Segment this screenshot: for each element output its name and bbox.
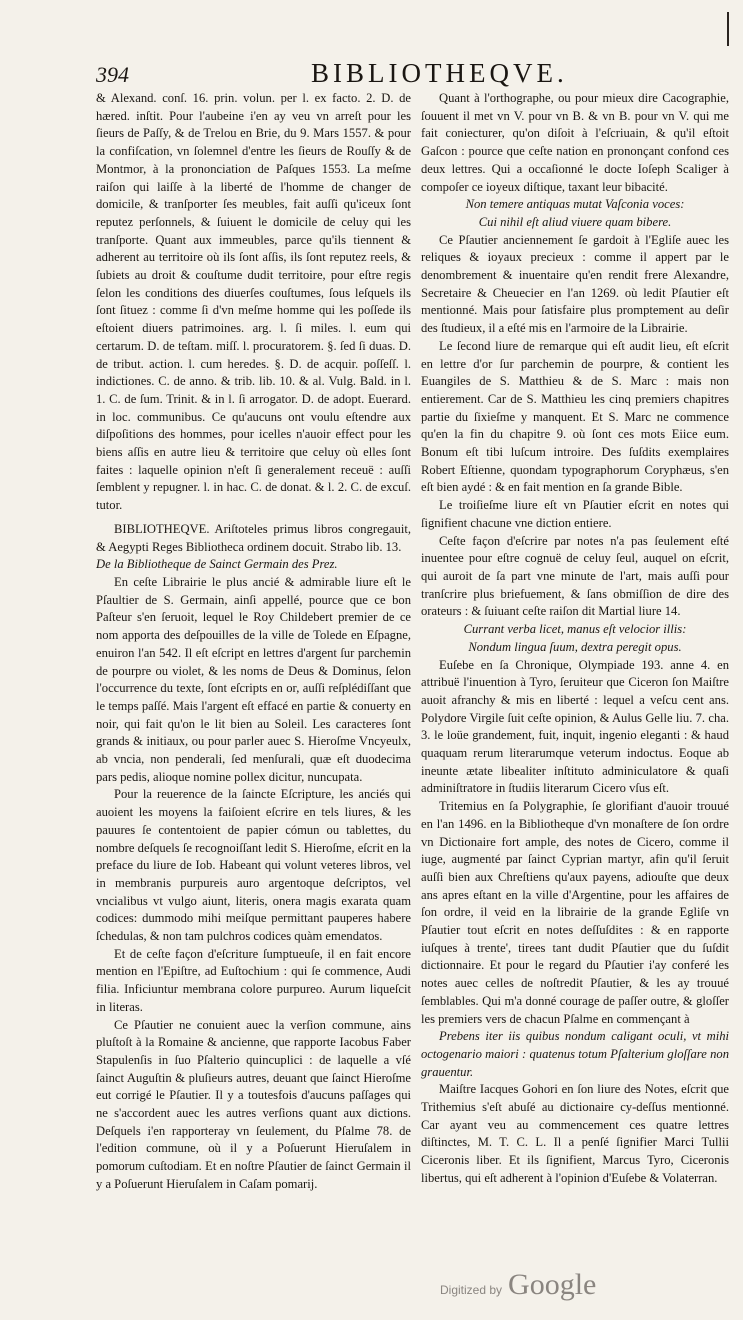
left-paragraph-2: BIBLIOTHEQVE. Ariſtoteles primus libros congregauit, & Aegypti Reges Bibliotheca ordinem docuit. Strabo lib. 13. bbox=[96, 521, 411, 554]
quoted-passage: Prebens iter iis quibus nondum caligant oculi, vt mihi octogenario maiori : quatenus totum Pſalterium gloſſare non grauentur. bbox=[421, 1029, 729, 1079]
verse-line: Cui nihil eſt aliud viuere quam bibere. bbox=[478, 214, 672, 229]
left-paragraph-4: Pour la reuerence de la ſaincte Eſcripture, les anciés qui auoient les moyens la faiſoient eſcrire en tels liures, & les pauures ſe contentoient de papier cómun ou tablettes, du nombre deſquels ſe recognoiſſant ledit S. Hieroſme, eſcrit en la preface du liure de Iob. Habeant qui volunt veteres libros, vel in membranis purpureis auro argentoque deſcriptos, vel vncialibus vt vulgo aiunt, literis, onera magis exarata quam codices: dummodo mihi meiſque permittant pauperes habere ſchedulas, & non tam pulchros codices quàm emendatos. bbox=[96, 787, 411, 944]
page-edge-mark bbox=[727, 12, 743, 46]
page-header bbox=[96, 58, 726, 92]
right-paragraph-1: Quant à l'orthographe, ou pour mieux dire Cacographie, ſouuent il met vn V. pour vn B. & vn B. pour vn V. qui me fait coniecturer, qu'on diſoit à l'eſcriuain, & qu'il eſtoit Gaſcon : pource que ceſte nation en prononçant confond ces deux lettres. Qui a occaſionné le docte Ioſeph Scaliger à compoſer ce ioyeux diſtique, taxant leur bibacité. bbox=[421, 91, 729, 194]
left-paragraph-5: Et de ceſte façon d'eſcriture ſumptueuſe, il en fait encore mention en l'Epiſtre, ad Euſtochium : qui ſe commence, Audi filia. Inficiuntur membrana colore purpureo. Aurum liqueſcit in literas. bbox=[96, 946, 411, 1014]
google-logo: Google bbox=[508, 1268, 597, 1301]
verse-line: Currant verba licet, manus eſt velocior illis: bbox=[463, 622, 687, 637]
right-paragraph-2: Ce Pſautier anciennement ſe gardoit à l'Egliſe auec les reliques & ioyaux precieux : comme il appert par le denombrement & inuentaire qu'en rendit frere Alexandre, Secretaire & Cheuecier en l'an 1269. où ledit Pſautier eſt mentionné. Mais pour ſatisfaire plus promptement au deſir des ſtudieux, il a eſté mis en l'armoire de la Librairie. bbox=[421, 232, 729, 336]
digitized-by-label: Digitized by bbox=[440, 1283, 503, 1297]
right-paragraph-7: Tritemius en ſa Polygraphie, ſe glorifiant d'auoir trouué en l'an 1496. en la Bibliotheque d'vn monaſtere de ſon ordre vn Dictionaire fort ample, des notes de Cicero, comme il iuge, augmenté par ſainct Cyprian martyr, afin qu'il ſeruit auſſi bien aux Chreſtiens qu'aux payens, adiouſte que deux ans apres eſtant en la ville d'Argentine, pour les affaires de ſon ordre, il veid en la librairie de la grande Egliſe vn Pſautier tout eſcrit en notes deſſuſdites : & en rapporte iuſques à trente', tirees tant dudit Pſautier que du ſuſdit dictionnaire. Et pour le regard du Pſautier i'ay conferé les notes auec celles de noſtredit Pſautier, & les ay trouué ſemblables. Qui m'a donné courage de paſſer outre, & gloſſer les premiers vers de chacun Pſalme en commençant à bbox=[421, 799, 729, 1026]
left-paragraph-1: & Alexand. conſ. 16. prin. volun. per l. ex facto. 2. D. de hæred. inſtit. Pour l'aubeine i'en ay veu vn arreſt pour les ſieurs de Paſſy, & de Trelou en Brie, du 9. Mars 1557. & pour la confiſcation, vn ſolemnel d'entre les ſieurs de Rouſſy & de Montmor, à la prononciation de Paſques 1553. La meſme raiſon qui laiſſe à la liberté de l'homme de changer de domicile, & tranſporter ſes meubles, fait auſſi qu'iceux ſont reputez perſonnels, & ſuiuent le domicile de celuy qui les tranſporte. Quant aux immeubles, parce qu'ils tiennent & adherent au territoire où ils ſont aſſis, ils ſont reputez reels, & ſubiets au droit & couſtume dudit territoire, pour eſtre regis ſelon les conditions des diuerſes couſtumes, ſous leſquels ils ſont ſituez : comme ſi d'vn meſme homme qui les poſſede ils eſtoient diuers patrimoines. arg. l. ſi miles. l. eum qui certarum. D. de teſtam. miſſ. l. procuratorem. §. ſed ſi duas. D. de tribut. action. l. cum heredes. §. D. de acquir. poſſeſſ. l. indictiones. C. de anno. & trib. lib. 10. & al. Vulg. Bald. in l. 1. C. de ſum. Trinit. & in l. ſi arrogator. D. de adopt. Euerard. in loc. communibus. Ce qu'aucuns ont voulu eſtendre aux diſpoſitions des hommes, pour icelles n'auoir effect pour les biens aſſis en autre lieu & territoire que celuy où elles ſont faites : laquelle opinion n'eſt ſi generalement receuë : auſſi ſemblent y repugner. l. in hac. C. de donat. & l. 2. C. de excuſ. tutor. bbox=[96, 91, 411, 513]
section-heading: De la Bibliotheque de Sainct Germain des Prez. bbox=[96, 557, 338, 572]
verse-line: Nondum lingua ſuum, dextra peregit opus. bbox=[468, 639, 682, 654]
running-title: BIBLIOTHEQVE. bbox=[311, 58, 568, 88]
right-paragraph-5: Ceſte façon d'eſcrire par notes n'a pas ſeulement eſté inuentee pour eſtre cognuë de celuy ſeul, auquel on eſcrit, qui auroit de ſa part vne minute de l'art, mais auſſi pour tranſcrire plus briefuement, & ſans obmiſſion de dire des orateurs : & ſuiuant ceſte raiſon dit Martial liure 14. bbox=[421, 533, 729, 619]
right-paragraph-6: Euſebe en ſa Chronique, Olympiade 193. anne 4. en attribuë l'inuention à Tyro, ſeruiteur que Ciceron ſon Maiſtre auoit afranchy & mis en liberté : lequel a veſcu cent ans. Polydore Virgile ſuit ceſte opinion, & Aulus Gelle liu. 7. cha. 3. le loüe grandement, fuit, inquit, ingenio eleganti : & haud quaquam rerum literarumque veterum indoctus. Eoque ab ineunte ætate libealiter inſtituto adminiculatore & quaſi adminiſtratore in ſtudiis literarum Cicero vſus eſt. bbox=[421, 657, 729, 796]
right-column bbox=[421, 90, 729, 1200]
digitization-watermark bbox=[440, 1268, 596, 1308]
right-paragraph-8: Maiſtre Iacques Gohori en ſon liure des Notes, eſcrit que Trithemius s'eſt abuſé au dictionaire cy-deſſus mentionné. Car ayant veu au commencement ces quatre lettres diſtinctes, M. T. C. L. Il a penſé ſignifier Marci Tullii Ciceronis liber. Et ils ſignifient, Marcus Tyro, Ciceronis libertus, qui eſt adherent à l'opinion d'Euſebe & Volaterran. bbox=[421, 1082, 729, 1185]
right-paragraph-3: Le ſecond liure de remarque qui eſt audit lieu, eſt eſcrit en lettre d'or ſur parchemin de pourpre, & contient les Euangiles de S. Matthieu & de S. Marc : mais non entierement. Car de S. Matthieu les cinq premiers chapitres partie du ſixieſme y manquent. Et S. Marc ne commence qu'en la fin du chapitre 9. où ſont ces mots Eiice eum. Bonum eſt tibi luſcum introire. Des ſuſdits exemplaires Robert Eſtienne, quondam typographorum Coryphæus, s'en eſt bien aydé : & en fait mention en ſa grande Bible. bbox=[421, 338, 729, 495]
left-paragraph-3: En ceſte Librairie le plus ancié & admirable liure eſt le Pſaultier de S. Germain, ainſi appellé, pource que ce bon Paſteur s'en ſeruoit, lequel le Roy Childebert premier de ce nom apporta des deſpouilles de la ville de Tolede en Eſpagne, enuiron l'an 542. Il eſt eſcript en lettres d'argent ſur parchemin de pourpre ou violet, & les noms de Deus & Dominus, ſelon l'occurrence du texte, ſont eſcripts en or, auſſi reſplédiſſant que le temps paſſé. Mais l'argent eſt effacé en partie & conuerty en noir, qui fait qu'on le lit bien au Soleil. Les caracteres ſont grands & initiaux, ou pour parler auec S. Hieroſme Vncyeulx, ab vncia, non penderali, ſed menſurali, quæ eſt duodecima pars pedis, alioque nomine pollex dicitur, nuncupata. bbox=[96, 574, 411, 784]
left-paragraph-6: Ce Pſautier ne conuient auec la verſion commune, ains pluſtoſt à la Romaine & ancienne, que rapporte Iacobus Faber Stapulenſis in ſuo Pſalterio quincuplici : de laquelle a vſé ſainct Auguſtin & pluſieurs autres, deuant que ſainct Hieroſme eut corrigé le Pſautier. Il y a toutesfois d'aucuns paſſages qui ne s'accordent auec les autres verſions quant aux dictions. Deſquels i'en rapporteray vn ſeulement, du Pſalme 78. de l'edition commune, où il y a Poſuerunt Hieruſalem in pomorum cuſtodiam. Et en noſtre Pſautier de ſainct Germain il y a Poſuerunt Hieruſalem in Caſam pomarij. bbox=[96, 1017, 411, 1191]
verse-line: Non temere antiquas mutat Vaſconia voces: bbox=[465, 197, 685, 212]
page-number: 394 bbox=[96, 62, 129, 87]
left-column bbox=[96, 90, 411, 1200]
right-paragraph-4: Le troiſieſme liure eſt vn Pſautier eſcrit en notes qui ſignifient chacune vne diction entiere. bbox=[421, 498, 729, 530]
